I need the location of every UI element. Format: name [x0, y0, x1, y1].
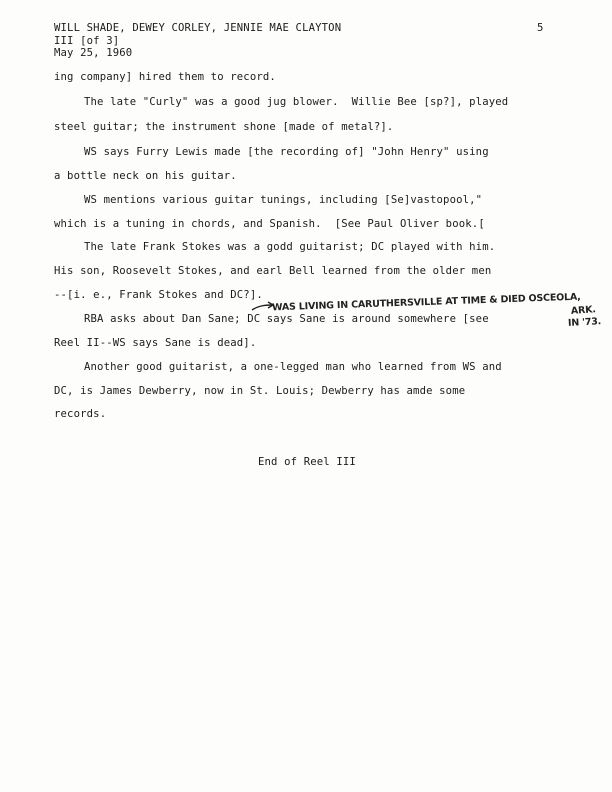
text-line: which is a tuning in chords, and Spanish. [See Paul Oliver book.[: [54, 218, 485, 230]
handwritten-note-line2: ARK.: [570, 304, 597, 317]
text-line: records.: [54, 408, 107, 420]
handwritten-note-line1: WAS LIVING IN CARUTHERSVILLE AT TIME & DIED OSCEOLA,: [271, 291, 581, 314]
text-line: --[i. e., Frank Stokes and DC?].: [54, 289, 263, 301]
end-of-reel-note: End of Reel III: [258, 456, 356, 468]
text-line: DC, is James Dewberry, now in St. Louis; Dewberry has amde some: [54, 385, 466, 397]
text-line: The late Frank Stokes was a godd guitarist; DC played with him.: [84, 241, 496, 253]
text-line: ing company] hired them to record.: [54, 71, 276, 83]
text-line: a bottle neck on his guitar.: [54, 170, 237, 182]
text-line: The late "Curly" was a good jug blower. Willie Bee [sp?], played: [84, 96, 509, 108]
text-line: WS says Furry Lewis made [the recording of] "John Henry" using: [84, 146, 489, 158]
header-names: WILL SHADE, DEWEY CORLEY, JENNIE MAE CLAYTON: [54, 22, 342, 34]
text-line: Another good guitarist, a one-legged man who learned from WS and: [84, 361, 502, 373]
text-line: RBA asks about Dan Sane; DC says Sane is around somewhere [see: [84, 313, 489, 325]
text-line: WS mentions various guitar tunings, including [Se]vastopool,": [84, 194, 483, 206]
text-line: steel guitar; the instrument shone [made of metal?].: [54, 121, 394, 133]
page-number: 5: [537, 22, 544, 34]
header-reel: III [of 3]: [54, 35, 120, 47]
handwritten-note-line3: IN '73.: [567, 316, 602, 329]
text-line: Reel II--WS says Sane is dead].: [54, 337, 257, 349]
text-line: His son, Roosevelt Stokes, and earl Bell learned from the older men: [54, 265, 492, 277]
header-date: May 25, 1960: [54, 47, 133, 59]
